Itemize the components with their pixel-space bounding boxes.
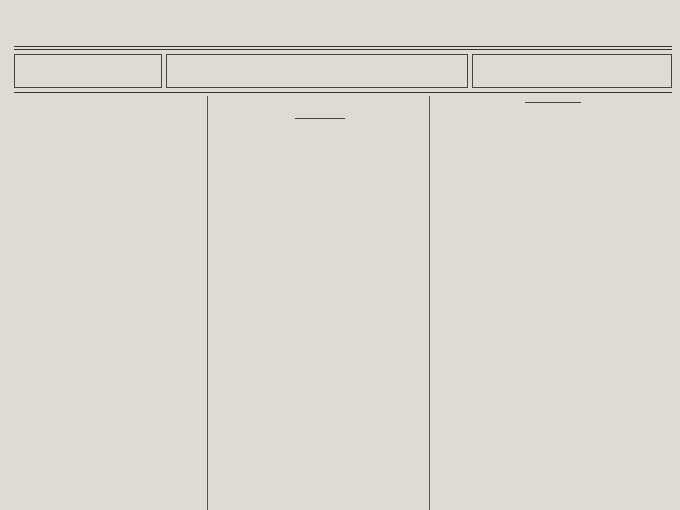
- column-rule-1: [207, 96, 208, 510]
- decisions-column: [214, 96, 426, 510]
- partie-officielle-rule: [295, 118, 345, 119]
- header-rule-top-thin: [14, 49, 672, 50]
- header-rule-bottom: [14, 92, 672, 93]
- sommaire-column: [14, 96, 200, 510]
- promotions-column: [432, 96, 674, 510]
- header-box-left: [14, 54, 162, 88]
- header-box-center: [166, 54, 468, 88]
- header-box-right: [472, 54, 672, 88]
- promotions-separator: [525, 102, 581, 103]
- header-rule-top: [14, 46, 672, 47]
- column-rule-2: [429, 96, 430, 510]
